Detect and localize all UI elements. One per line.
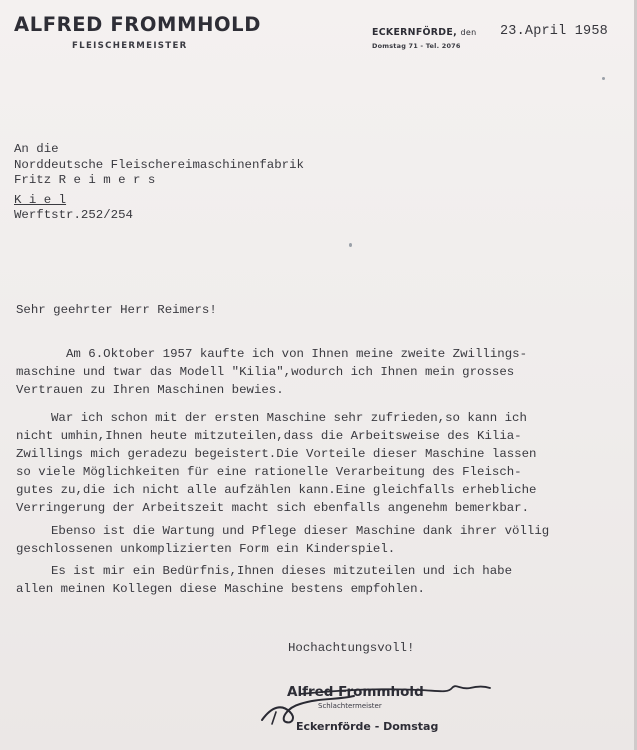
stamp-place: Eckernförde - Domstag xyxy=(296,720,439,733)
body-line: Vertrauen zu Ihren Maschinen bewies. xyxy=(16,383,284,397)
closing: Hochachtungsvoll! xyxy=(288,641,415,655)
body-line: so viele Möglichkeiten für eine rationelle Verarbeitung des Fleisch- xyxy=(16,465,522,479)
letterhead-address: Domstag 71 - Tel. 2076 xyxy=(372,42,461,50)
recipient-line-5: Werftstr.252/254 xyxy=(14,208,133,222)
body-line: Verringerung der Arbeitszeit macht sich ebenfalls angenehm bemerkbar. xyxy=(16,501,530,515)
body-line: maschine und twar das Modell "Kilia",wodurch ich Ihnen mein grosses xyxy=(16,365,515,379)
stamp-title: Schlachtermeister xyxy=(318,702,382,710)
recipient-line-3: Fritz R e i m e r s xyxy=(14,173,156,187)
body-line: Es ist mir ein Bedürfnis,Ihnen dieses mitzuteilen und ich habe xyxy=(51,564,513,578)
letterhead-name: ALFRED FROMMHOLD xyxy=(14,13,261,36)
body-line: gutes zu,die ich nicht alle aufzählen kann.Eine gleichfalls erhebliche xyxy=(16,483,537,497)
letterhead-trade: FLEISCHERMEISTER xyxy=(72,41,188,51)
letter-date: 23.April 1958 xyxy=(500,24,608,39)
body-line: geschlossenen unkomplizierten Form ein Kinderspiel. xyxy=(16,542,396,556)
stamp-name: Alfred Frommhold xyxy=(287,684,424,700)
body-line: Zwillings mich geradezu begeistert.Die Vorteile dieser Maschine lassen xyxy=(16,447,537,461)
body-line: nicht umhin,Ihnen heute mitzuteilen,dass die Arbeitsweise des Kilia- xyxy=(16,429,522,443)
letterhead-city-name: ECKERNFÖRDE, xyxy=(372,27,457,38)
recipient-line-2: Norddeutsche Fleischereimaschinenfabrik xyxy=(14,158,304,172)
recipient-line-4: K i e l xyxy=(14,193,67,207)
recipient-line-1: An die xyxy=(14,142,59,156)
body-line: Am 6.Oktober 1957 kaufte ich von Ihnen meine zweite Zwillings- xyxy=(66,347,528,361)
salutation: Sehr geehrter Herr Reimers! xyxy=(16,303,217,317)
paper-speck xyxy=(602,77,605,80)
body-line: War ich schon mit der ersten Maschine sehr zufrieden,so kann ich xyxy=(51,411,527,425)
body-line: Ebenso ist die Wartung und Pflege dieser Maschine dank ihrer völlig xyxy=(51,524,550,538)
paper-speck xyxy=(349,243,352,247)
letterhead-city-suffix: den xyxy=(460,28,477,37)
body-line: allen meinen Kollegen diese Maschine bestens empfohlen. xyxy=(16,582,425,596)
